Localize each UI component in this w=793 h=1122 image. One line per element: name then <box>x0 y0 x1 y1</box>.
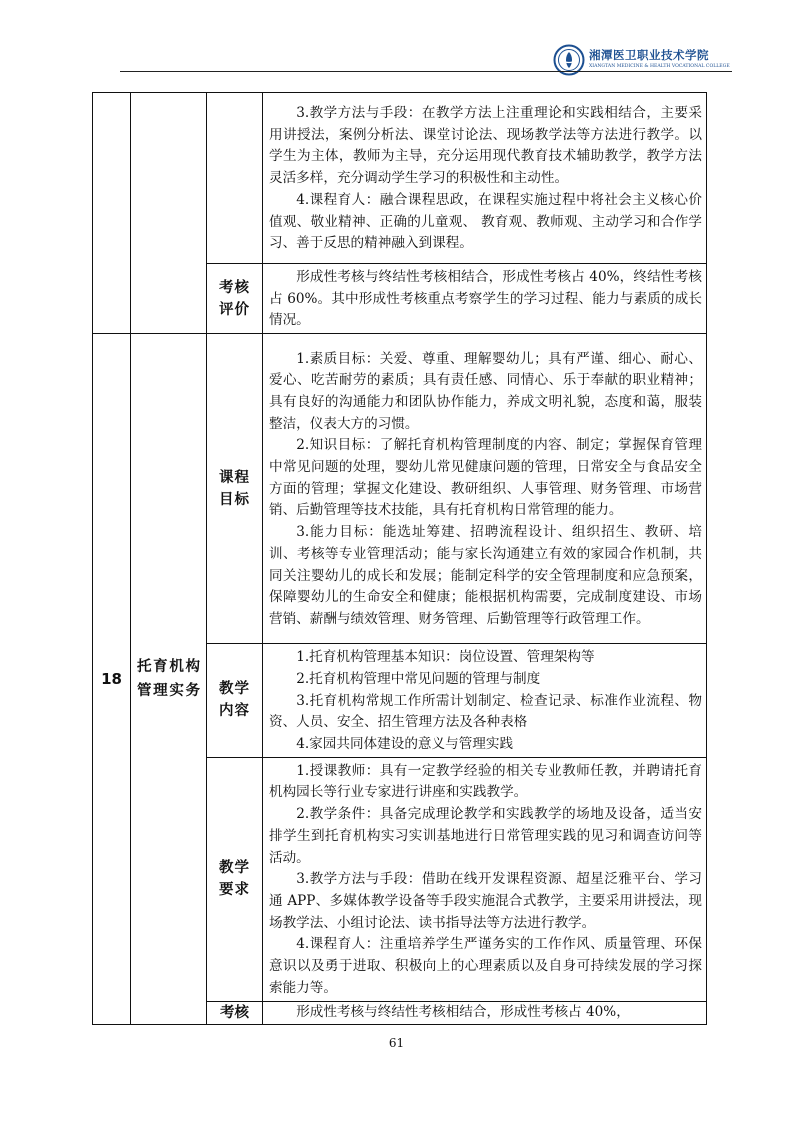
paragraph: 1.素质目标：关爱、尊重、理解婴幼儿；具有严谨、细心、耐心、爱心、吃苦耐劳的素质；具有责任感、同情心、乐于奉献的职业精神；具有良好的沟通能力和团队协作能力，养成文明礼貌，态度和蔼，服装整洁，仪表大方的习惯。 <box>269 350 702 432</box>
requirements-content <box>263 757 707 1001</box>
requirements-label: 教学 要求 <box>207 757 263 1001</box>
paragraph: 3.教学方法与手段：在教学方法上注重理论和实践相结合，主要采用讲授法，案例分析法、课堂讨论法、现场教学法等方法进行教学。以学生为主体，教师为主导，充分运用现代教育技术辅助教学，教学方法灵活多样，充分调动学生学习的积极性和主动性。 <box>269 105 702 187</box>
assess-label: 考核 <box>207 1001 263 1024</box>
paragraph: 2.知识目标：了解托育机构管理制度的内容、制定；掌握保育管理中常见问题的处理，婴幼儿常见健康问题的管理，日常安全与食品安全方面的管理；掌握文化建设、教研组织、人事管理、财务管理、市场营销、后勤管理等技术技能，具有托育机构日常管理的能力。 <box>269 437 702 519</box>
content-list <box>263 644 707 758</box>
list-item: 2.托育机构管理中常见问题的管理与制度 <box>296 670 541 687</box>
prev-label-cell <box>207 93 263 264</box>
goals-content <box>263 334 707 644</box>
page-number: 61 <box>388 1036 405 1050</box>
list-item: 1.托育机构管理基本知识：岗位设置、管理架构等 <box>296 649 595 666</box>
table-row <box>93 334 707 644</box>
assessment-content: 形成性考核与终结性考核相结合，形成性考核占 40%，终结性考核占 60%。其中形成性考核重点考察学生的学习过程、能力与素质的成长情况。 <box>263 264 707 334</box>
assessment-label: 考核 评价 <box>207 264 263 334</box>
school-name-en: XIANGTAN MEDICINE & HEALTH VOCATIONAL COLLEGE <box>589 64 730 69</box>
prev-teaching-content <box>263 93 707 264</box>
header-rule <box>120 71 732 72</box>
list-item: 3.托育机构常规工作所需计划制定、检查记录、标准作业流程、物资、人员、安全、招生管理方法及各种表格 <box>269 692 702 731</box>
paragraph: 3.教学方法与手段：借助在线开发课程资源、超星泛雅平台、学习通 APP、多媒体教学设备等手段实施混合式教学，主要采用讲授法，现场教学法、小组讨论法、读书指导法等方法进行教学。 <box>269 871 702 931</box>
paragraph: 3.能力目标：能选址筹建、招聘流程设计、组织招生、教研、培训、考核等专业管理活动；能与家长沟通建立有效的家园合作机制，共同关注婴幼儿的成长和发展；能制定科学的安全管理制度和应急预案，保障婴幼儿的生命安全和健康；能根据机构需要，完成制度建设、市场营销、薪酬与绩效管理、财务管理、后勤管理等行政管理工作。 <box>269 524 702 627</box>
course-number: 18 <box>93 334 131 1025</box>
paragraph: 1.授课教师：具有一定教学经验的相关专业教师任教，并聘请托育机构园长等行业专家进行讲座和实践教学。 <box>269 762 702 801</box>
school-name: 湘潭医卫职业技术学院 <box>589 48 709 62</box>
paragraph: 4.课程育人：融合课程思政，在课程实施过程中将社会主义核心价值观、敬业精神、正确的儿童观、 教育观、教师观、主动学习和合作学习、善于反思的精神融入到课程。 <box>269 191 702 252</box>
assess-content: 形成性考核与终结性考核相结合，形成性考核占 40%， <box>263 1001 707 1024</box>
course-name: 托育机构管理实务 <box>131 334 207 1025</box>
list-item: 4.家园共同体建设的意义与管理实践 <box>296 735 514 752</box>
paragraph: 4.课程育人：注重培养学生严谨务实的工作作风、质量管理、环保意识以及勇于进取、积极向上的心理素质以及自身可持续发展的学习探索能力等。 <box>269 936 702 996</box>
content-label: 教学 内容 <box>207 644 263 758</box>
prev-number-cell <box>93 93 131 334</box>
table-row <box>93 93 707 264</box>
prev-name-cell <box>131 93 207 334</box>
paragraph: 2.教学条件：具备完成理论教学和实践教学的场地及设备，适当安排学生到托育机构实习实训基地进行日常管理实践的见习和调查访问等活动。 <box>269 806 702 866</box>
course-table <box>92 92 707 1025</box>
goals-label: 课程 目标 <box>207 334 263 644</box>
